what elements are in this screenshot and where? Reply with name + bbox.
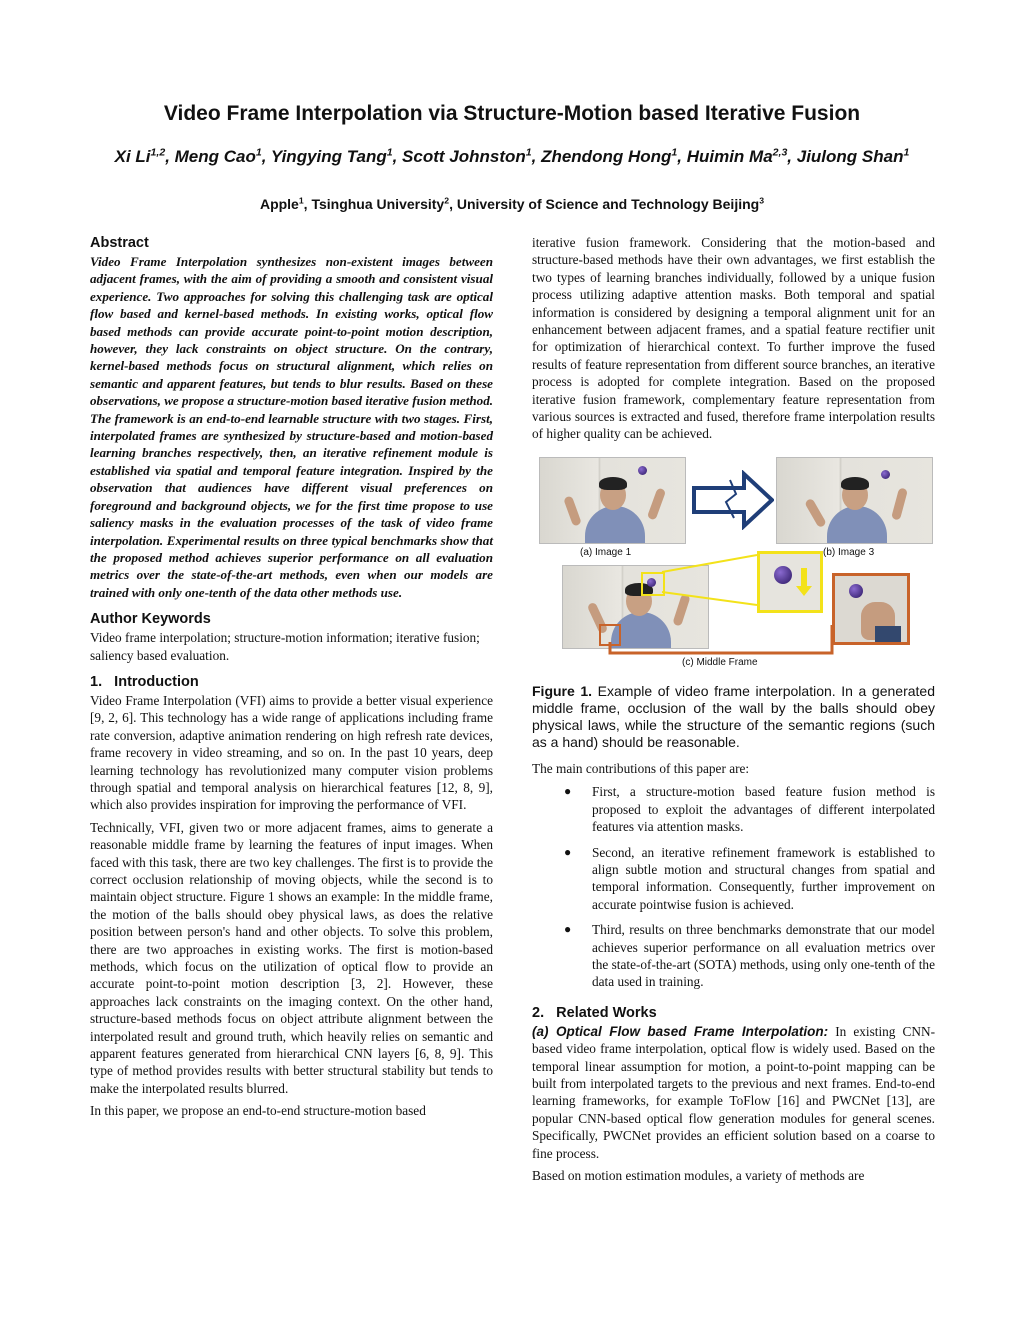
- abstract-text: Video Frame Interpolation synthesizes non-existent images between adjacent frames, with the aim of providing a smooth and consistent visual experience. Two approaches for solving this challenging task are optical flow based and kernel-based methods. In existing works, optical flow based methods can provide accurate point-to-point motion description, however, they lack constraints on object structure. On the contrary, kernel-based methods focus on structural alignment, which relies on semantic and apparent features, but tends to blur results. Based on these observations, we propose a structure-motion based iterative fusion method. The framework is an end-to-end learnable structure with two stages. First, interpolated frames are synthesized by structure-based and motion-based learning branches respectively, then, an iterative refinement module is established via spatial and temporal feature integration. Inspired by the observation that audiences have different visual preferences on foreground and background objects, we for the first time propose to use saliency masks in the evaluation processes of the task of video frame interpolation. Experimental results on three typical benchmarks show that the proposed method achieves superior performance on all evaluation metrics over the state-of-the-art methods, even when our models are trained with only one-tenth of the data other methods use.: [90, 254, 494, 600]
- left-column: [90, 234, 493, 1120]
- author: Zhendong Hong$^1$,: [541, 146, 687, 166]
- author: Huimin Ma$^{2,3}$,: [686, 146, 797, 166]
- author: Yingying Tang$^1$,: [270, 146, 403, 166]
- label-middle-frame: (c) Middle Frame: [682, 656, 758, 668]
- abstract-heading: Abstract: [90, 235, 149, 251]
- intro-paragraph-1: Video Frame Interpolation (VFI) aims to provide a better visual experience [9, 2, 6]. This technology has a wide range of applications including frame rate conversion, adaptive animation rendering on high refresh rate devices, frame recovery in video streaming, and so on. In the past 10 years, deep learning technology has revolutionized many computer vision problems through spatial and temporal analysis on hierarchical features [12, 8, 9], which also provides inspiration for improving the performance of VFI.: [90, 692, 493, 813]
- list-item: ● Third, results on three benchmarks demonstrate that our model achieves superior performance on all evaluation metrics over the state-of-the-art (SOTA) methods, using only one-tenth of the data used in training.: [564, 922, 935, 990]
- right-column: [532, 234, 935, 1184]
- label-image-1: (a) Image 1: [580, 546, 632, 558]
- affiliation: Tsinghua University$^2$,: [311, 195, 457, 212]
- bullet-icon: ●: [564, 844, 572, 859]
- orange-zoom-inset: [832, 573, 910, 645]
- bullet-icon: ●: [564, 922, 572, 937]
- figure-caption-label: Figure 1.: [532, 682, 593, 699]
- affiliation: University of Science and Technology Beijing$^3$: [456, 195, 765, 212]
- list-item: ● Second, an iterative refinement framework is established to align subtle motion and structural changes from spatial and temporal information. Consequently, further improvement on accurate pointwise fusion is achieved.: [564, 844, 935, 912]
- introduction-heading: 1. Introduction: [90, 673, 199, 690]
- related-works-heading: 2. Related Works: [532, 1004, 657, 1021]
- affiliation: Apple$^1$,: [259, 195, 312, 212]
- author: Xi Li$^{1,2}$,: [114, 146, 175, 166]
- list-item: ● First, a structure-motion based feature fusion method is proposed to exploit the advantages of different interpolated features via attention masks.: [564, 784, 935, 835]
- label-image-3: (b) Image 3: [823, 546, 875, 558]
- related-subheading-a: (a) Optical Flow based Frame Interpolation:: [532, 1023, 829, 1039]
- contributions-intro: The main contributions of this paper are:: [532, 760, 750, 776]
- paper-title: Video Frame Interpolation via Structure-Motion based Iterative Fusion: [163, 102, 861, 125]
- related-paragraph-1: (a) Optical Flow based Frame Interpolation: In existing CNN-based video frame interpolation, optical flow is widely used. Based on the temporal linear assumption for motion, a point-to-point mapping can be built from interpolated targets to the previous and next frames. End-to-end learning frameworks, for example ToFlow [16] and PWCNet [13], are popular CNN-based optical flow generation modules for general scenes. Specifically, PWCNet provides an efficient solution based on a coarse to fine process.: [532, 1023, 936, 1161]
- yellow-zoom-inset: [757, 551, 823, 613]
- affiliation-list: [0, 196, 1024, 212]
- keywords-text: Video frame interpolation; structure-motion information; iterative fusion; saliency based evaluation.: [90, 630, 480, 663]
- contributions-list: [532, 783, 935, 990]
- intro-paragraph-3-continued: iterative fusion framework. Considering that the motion-based and structure-based methods have their own advantages, we first establish the two types of learning branches individually, followed by a unique fusion process utilizing adaptive attention masks. Both temporal and spatial information is considered by designing a temporal alignment unit for an enhancement between adjacent frames, and a spatial feature rectifier unit for optimization of hierarchical context. To further improve the fused results of feature representation from different source branches, an iterative process is adopted for complete integration. Based on the proposed iterative fusion framework, complementary feature representation from various sources is extracted and fused, therefore frame interpolation results of higher quality can be achieved.: [532, 235, 935, 442]
- author: Jiulong Shan$^1$: [796, 146, 910, 166]
- author: Scott Johnston$^1$,: [402, 146, 542, 166]
- author-list: [90, 146, 934, 168]
- figure-caption-text: Example of video frame interpolation. In a generated middle frame, occlusion of the wall by the balls should obey physical laws, while the structure of the semantic regions (such as a hand) should be reasonable.: [532, 682, 935, 750]
- related-paragraph-2: Based on motion estimation modules, a variety of methods are: [532, 1168, 865, 1183]
- intro-paragraph-3: In this paper, we propose an end-to-end structure-motion based: [90, 1103, 426, 1119]
- down-arrow-icon: [796, 568, 812, 596]
- author: Meng Cao$^1$,: [174, 146, 271, 166]
- intro-paragraph-2: Technically, VFI, given two or more adjacent frames, aims to generate a reasonable middle frame by learning the features of input images. When faced with this task, there are two key challenges. The first is to provide the correct occlusion relationship of moving objects, while the second is to maintain object structure. Figure 1 shows an example: In the middle frame, the motion of the balls should obey physical laws, as does the relative position between person's hand and other objects. To solve this problem, there are two approaches in existing works. The first is motion-based methods, which focus on the utilization of optical flow to provide an accurate point-to-point motion description [3, 2]. However, these approaches lack constraints on the imaging context. On the other hand, structure-based methods focus on object attribute alignment between the interpolated result and ground truth, which heavily relies on semantic and apparent features generated from hierarchical CNN layers [6, 8, 9]. This type of method provides results with better structural stability but tends to make the interpolated results blurred.: [90, 819, 493, 1096]
- figure-1: [532, 455, 935, 673]
- figure-caption: [532, 683, 935, 751]
- bullet-icon: ●: [564, 784, 572, 799]
- keywords-heading: Author Keywords: [90, 611, 211, 628]
